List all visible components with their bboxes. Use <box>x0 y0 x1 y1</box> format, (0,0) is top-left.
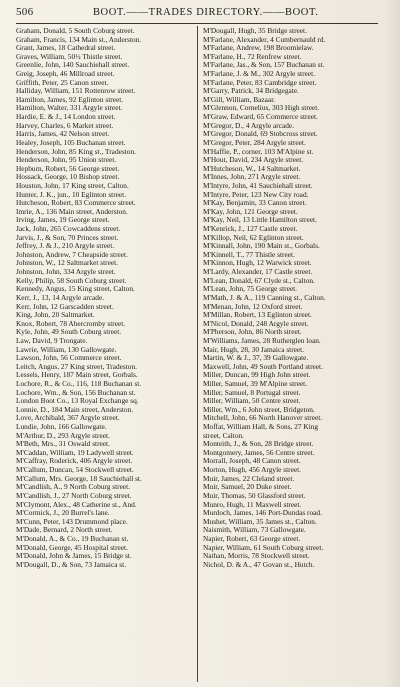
directory-entry: Graham, Francis, 134 Main st., Anderston. <box>16 34 142 44</box>
directory-entry: Hutcheson, Robert, 83 Commerce street. <box>16 198 136 208</box>
directory-entry: Irving, James, 19 George street. <box>16 215 110 225</box>
directory-entry: Monteith, J., & Son, 28 Bridge street. <box>203 439 314 449</box>
directory-entry: M'Kay, John, 121 George street. <box>203 206 298 216</box>
directory-entry: M'Dade, Bernard, 2 North street. <box>16 525 113 535</box>
directory-entry: Greenlie, John, 140 Sauchiehall street. <box>16 60 130 70</box>
directory-entry: M'Arthur, D., 293 Argyle street. <box>16 430 110 440</box>
directory-entry: M'Callum, Duncan, 54 Stockwell street. <box>16 465 134 475</box>
directory-entry: Lundie, John, 166 Gallowgate. <box>16 422 107 432</box>
directory-entry: M'Pherson, John, 86 North street. <box>203 327 302 337</box>
directory-entry: Kerr, John, 12 Garscadden street. <box>16 301 114 311</box>
directory-entry: Lawrie, William, 130 Gallowgate. <box>16 344 117 354</box>
directory-entry: M'Candlish, J., 27 North Coburg street. <box>16 490 132 500</box>
directory-entry: Morrall, Joseph, 48 Canon street. <box>203 456 301 466</box>
directory-entry: Miller, Wm., 6 John street, Bridgeton. <box>203 404 315 414</box>
directory-entry: Graham, Donald, 5 South Coburg street. <box>16 27 135 35</box>
directory-entry: M'Millan, Robert, 13 Eglinton street. <box>203 310 312 320</box>
directory-entry: Lawson, John, 56 Commerce street. <box>16 353 122 363</box>
directory-entry: M'Nicol, Donald, 248 Argyle street. <box>203 318 309 328</box>
directory-entry: Lessels, Henry, 187 Main street, Gorbals. <box>16 370 138 380</box>
directory-entry: M'Intyre, Peter, 123 New City road. <box>203 189 309 199</box>
directory-entry: King, John, 20 Saltmarket. <box>16 310 95 320</box>
directory-entry: Montgomery, James, 56 Centre street. <box>203 447 315 457</box>
directory-entry: M'Math, J. & A., 119 Canning st., Calton. <box>203 292 326 302</box>
left-column <box>16 27 192 569</box>
directory-entry: Napier, William, 61 South Coburg street. <box>203 542 324 552</box>
directory-entry: Mitchell, John, 66 North Hanover street. <box>203 413 323 423</box>
directory-entry: M'Dougall, Hugh, 35 Bridge street. <box>203 27 307 35</box>
directory-entry: Kyle, John, 49 South Coburg street. <box>16 327 122 337</box>
directory-entry: Hossack, George, 10 Bishop street. <box>16 172 120 182</box>
directory-entry: Hunter, J. K., jun., 10 Eglinton street. <box>16 189 127 199</box>
directory-entry: Hamilton, Walter, 331 Argyle street. <box>16 103 123 113</box>
directory-entry: Henderson, John, 95 Union street. <box>16 155 117 165</box>
directory-entry: M'Donald, George, 45 Hospital street. <box>16 542 128 552</box>
directory-entry: M'Glennon, Cornelius, 303 High street. <box>203 103 320 113</box>
directory-entry: Miller, Samuel, 39 M'Alpine street. <box>203 378 308 388</box>
directory-entry: Harvey, Charles, 6 Market street. <box>16 120 114 130</box>
directory-entry: M'Haffie, P., corner, 103 M'Alpine st. <box>203 146 314 156</box>
directory-entry: Miller, Samuel, 8 Portugal street. <box>203 387 301 397</box>
directory-entry: Harris, James, 42 Nelson street. <box>16 129 110 139</box>
directory-entry: M'Cunn, Peter, 143 Drummond place. <box>16 516 128 526</box>
directory-entry: M'Lean, John, 75 George street. <box>203 284 297 294</box>
page-edge-shadow <box>386 0 400 687</box>
directory-entry: Jeffrey, J. & J., 210 Argyle street. <box>16 241 115 251</box>
directory-entry: Hepburn, Robert, 56 George street. <box>16 163 120 173</box>
right-column <box>203 27 381 569</box>
directory-entry: Munro, Hugh, 11 Maxwell street. <box>203 499 302 509</box>
directory-entry: Johnston, Andrew, 7 Cheapside street. <box>16 249 128 259</box>
directory-entry: M'Gregor, Peter, 284 Argyle street. <box>203 137 306 147</box>
directory-entry: M'Hutcheson, W., 14 Saltmarket. <box>203 163 301 173</box>
directory-entry: M'Gregor, Donald, 69 Stobcross street. <box>203 129 318 139</box>
directory-entry: M'Kenrick, J., 127 Castle street. <box>203 224 298 234</box>
directory-entry: Grant, James, 18 Cathedral street. <box>16 43 116 53</box>
directory-entry: Imrie, A., 136 Main street, Anderston. <box>16 206 128 216</box>
directory-entry: M'Garry, Patrick, 34 Bridgegate. <box>203 86 299 96</box>
directory-entry: Jack, John, 265 Cowcaddens street. <box>16 224 121 234</box>
directory-entry: Hardie, E. & J., 14 London street. <box>16 112 116 122</box>
directory-entry: Lochore, Wm., & Son, 156 Buchanan st. <box>16 387 136 397</box>
directory-entry: Muir, James, 22 Cleland street. <box>203 473 295 483</box>
directory-entry: M'Farlane, Jas., & Son, 157 Buchanan st. <box>203 60 325 70</box>
directory-entry: M'Callum, Mrs. George, 18 Sauchiehall st. <box>16 473 142 483</box>
directory-entry: Greig, Joseph, 46 Millroad street. <box>16 69 115 79</box>
directory-entry: M'Beth, Mrs., 31 Oswald street. <box>16 439 110 449</box>
directory-entry: M'Farlane, H., 72 Renfrew street. <box>203 51 302 61</box>
directory-entry: M'Kinnall, John, 190 Main st., Gorbals. <box>203 241 320 251</box>
directory-entry: Martin, W. & J., 37, 39 Gallowgate. <box>203 353 309 363</box>
directory-entry: Nathan, Morris, 78 Stockwell street. <box>203 551 310 561</box>
directory-entry: Mushet, William, 35 James st., Calton. <box>203 516 317 526</box>
directory-entry: M'Caddan, William, 19 Ladywell street. <box>16 447 134 457</box>
directory-entry: Halliday, William, 151 Rottenrow street. <box>16 86 136 96</box>
directory-entry: Kennedy, Angus, 15 King street, Calton. <box>16 284 135 294</box>
column-divider <box>197 26 198 682</box>
directory-entry: Naismith, William, 73 Gallowgate. <box>203 525 306 535</box>
page-header <box>16 6 378 22</box>
directory-entry: M'Kay, Benjamin, 33 Canon street. <box>203 198 307 208</box>
directory-entry: Love, Archibald, 367 Argyle street. <box>16 413 120 423</box>
directory-entry: M'Farlane, J. & M., 302 Argyle street. <box>203 69 315 79</box>
directory-entry: Hamilton, James, 92 Eglinton street. <box>16 94 124 104</box>
directory-entry: M'Farlane, Alexander, 4 Cumbernauld rd. <box>203 34 326 44</box>
running-title: BOOT.——TRADES DIRECTORY.——BOOT. <box>92 7 319 18</box>
directory-entry: M'Clymont, Alex., 48 Catherine st., And. <box>16 499 137 509</box>
directory-entry: Johnston, W., 12 Saltmarket street. <box>16 258 118 268</box>
directory-entry: Kerr, J., 13, 14 Argyle arcade. <box>16 292 105 302</box>
directory-entry: M'Gregor, D., 4 Argyle arcade. <box>203 120 295 130</box>
directory-entry: Moffat, William Hall, & Sons, 27 King <box>203 422 319 432</box>
directory-entry: M'Hout, David, 234 Argyle street. <box>203 155 304 165</box>
directory-entry: Muir, Samuel, 20 Duke street. <box>203 482 292 492</box>
directory-entry: Knox, Robert, 78 Abercromby street. <box>16 318 126 328</box>
directory-entry: M'Lardy, Alexander, 17 Castle street. <box>203 267 313 277</box>
directory-entry: Morton, Hugh, 456 Argyle street. <box>203 465 301 475</box>
directory-entry: M'Donald, A., & Co., 19 Buchanan st. <box>16 533 129 543</box>
directory-entry: M'Gill, William, Bazaar. <box>203 94 276 104</box>
directory-entry: Griffith, Peter, 25 Canon street. <box>16 77 109 87</box>
directory-entry: M'Killop, Neil, 62 Eglinton street. <box>203 232 304 242</box>
directory-entry: M'Kay, Neil, 13 Little Hamilton street. <box>203 215 317 225</box>
page-number: 506 <box>16 6 34 18</box>
directory-entry: M'Dougall, D., & Son, 73 Jamaica st. <box>16 559 127 569</box>
directory-entry: Maxwell, John, 49 South Portland street. <box>203 361 323 371</box>
directory-entry: Kelly, Philip, 58 South Coburg street. <box>16 275 127 285</box>
directory-entry: Healey, Joseph, 105 Buchanan street. <box>16 137 126 147</box>
directory-entry: Graves, William, 50½ Thistle street. <box>16 51 123 61</box>
directory-entry: Murdoch, James, 146 Port-Dundas road. <box>203 508 322 518</box>
directory-entry: Leitch, Angus, 27 King street, Tradeston. <box>16 361 137 371</box>
directory-entry: M'Williams, James, 28 Rutherglen loan. <box>203 335 321 345</box>
directory-entry: M'Farlane, Peter, 83 Cambridge street. <box>203 77 317 87</box>
directory-entry: Miller, Duncan, 99 High John street. <box>203 370 311 380</box>
directory-entry: Lonnie, D., 184 Main street, Anderston. <box>16 404 134 414</box>
directory-entry: Muir, Thomas, 50 Glassford street. <box>203 490 306 500</box>
directory-entry: street, Calton. <box>203 430 244 440</box>
directory-entry: M'Kinnell, T., 77 Thistle street. <box>203 249 295 259</box>
directory-entry: London Boot Co., 13 Royal Exchange sq. <box>16 396 139 406</box>
directory-entry: M'Caffray, Roderick, 406 Argyle street. <box>16 456 133 466</box>
directory-entry: M'Farlane, Andrew, 198 Broomielaw. <box>203 43 314 53</box>
directory-entry: M'Lean, Donald, 67 Clyde st., Calton. <box>203 275 315 285</box>
directory-entry: M'Menan, John, 12 Oxford street. <box>203 301 303 311</box>
directory-entry: Jarvis, J., & Son, 70 Princes street. <box>16 232 119 242</box>
directory-entry: Miller, William, 50 Centre street. <box>203 396 301 406</box>
header-rule <box>16 23 378 24</box>
directory-entry: Napier, Robert, 63 George street. <box>203 533 301 543</box>
directory-entry: Henderson, John, 85 King st., Tradeston. <box>16 146 136 156</box>
directory-entry: Mair, Hugh, 28, 30 Jamaica street. <box>203 344 305 354</box>
directory-entry: M'Donald, John & James, 15 Bridge st. <box>16 551 132 561</box>
directory-entry: Nichol, D. & A., 47 Govan st., Hutch. <box>203 559 315 569</box>
directory-entry: M'Candlish, A., 9 North Coburg street. <box>16 482 130 492</box>
directory-entry: M'Innes, John, 271 Argyle street. <box>203 172 301 182</box>
directory-entry: Houston, John, 17 King street, Calton. <box>16 180 129 190</box>
directory-entry: M'Cormick, J., 20 Burrel's lane. <box>16 508 110 518</box>
directory-entry: Lochore, R., & Co., 116, 118 Buchanan st. <box>16 378 142 388</box>
directory-entry: M'Intyre, John, 41 Sauchiehall street. <box>203 180 313 190</box>
directory-entry: Law, David, 9 Trongate. <box>16 335 88 345</box>
directory-entry: M'Graw, Edward, 65 Commerce street. <box>203 112 318 122</box>
directory-entry: M'Kinnon, Hugh, 12 Warwick street. <box>203 258 312 268</box>
directory-entry: Johnston, John, 334 Argyle street. <box>16 267 116 277</box>
